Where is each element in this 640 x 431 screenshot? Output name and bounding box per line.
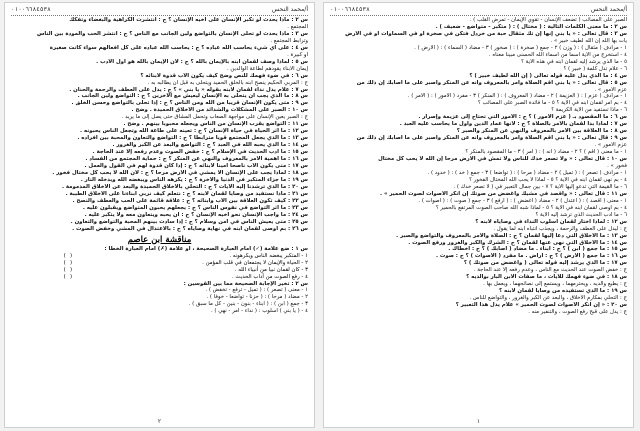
answer-blank: ( ) bbox=[63, 266, 73, 273]
text-line: ٢ - مضاد ( مرحا ) : ( حزنا - تواضعا - خوفا ) . bbox=[206, 294, 308, 301]
teacher-name: أ/محمد النحس bbox=[590, 6, 627, 13]
text-line: عزم الأمور » . bbox=[594, 86, 627, 93]
text-line: ج : ليدل على العطف والرحمة ، ويجذب انتباه ابنه لما يقول . bbox=[493, 225, 627, 232]
text-line: س ٣ : ماذا يحدث لو تحلى الإنسان بالتواضع ولين الجانب مع الناس ؟ ج : انتشر الحب والمودة بين الناس bbox=[36, 30, 308, 37]
text-line: يأت بها الله إن الله لطيف خبير » . bbox=[550, 37, 627, 44]
true-false-item bbox=[11, 267, 308, 274]
true-false-item bbox=[11, 274, 308, 281]
text-line: ج : يطيع والديه ، ويحترمهما ، ويستمع إلى نصائحهما ، ويعمل بها . bbox=[483, 281, 627, 288]
text-line: وترابط المجتمع . bbox=[270, 37, 308, 44]
phone-number: ٠١٠٠٦٦٨٤٥٣٨ bbox=[330, 6, 370, 13]
text-line: س ٢٤ : ما واجب الإنسان نحو أخيه الإنسان ؟ ج : أن يحبه ويتعاون معه ولا يتكبر عليه . bbox=[84, 211, 308, 218]
text-line: س ٥ : قال تعالى : « يا بني أقم الصلاة وأمر بالمعروف وانه عن المنكر واصبر على ما أصابك إن ذلك من bbox=[356, 79, 627, 86]
text-line: س ٨ : ما العلاقة بين الأمر بالمعروف والنهي عن المنكر والصبر ؟ bbox=[456, 128, 627, 135]
statement-text: ٤ - رفع الصوت من آداب الحديث . bbox=[232, 273, 308, 280]
text-line: س ١٩ : ما الذي تستفيده من وصايا لقمان لابنه ؟ bbox=[499, 288, 627, 295]
text-line: س ٢ : ماذا يحدث لو تكبر الإنسان على أخيه الإنسان ؟ ج : انتشرت الكراهية والبغضاء وتفكك bbox=[69, 17, 308, 23]
text-line: س ١٢ : ما أثر الحياة في حياة الإنسان ؟ ج : تعينه على طاعة الله وتجعل الناس يحبونه . bbox=[80, 128, 308, 135]
text-line: س ٦ : ما المقصود بـ ( عزم الأمور ) ؟ ج : الأمور التي تحتاج إلى عزيمة وإصرار . bbox=[418, 114, 627, 121]
text-line: س ١٥ : ما جمع ( ابن ) ؟ ج : أبناء . ما مضاد ( أصابك ) ؟ ج : أخطأك . bbox=[448, 246, 627, 253]
text-line: س ١١ : قال تعالى : « واقصد في مشيك واغضض من صوتك إن أنكر الأصوات لصوت الحمير » . bbox=[380, 190, 627, 197]
answer-blank: ( ) bbox=[63, 252, 73, 259]
text-line: الصبر على المصائب ( تضعف الإنسان - تقوي الإيمان - تمرض القلب ) . bbox=[469, 17, 627, 23]
text-line: س ٥ : لماذا وصف لقمان ابنه بالإيمان بالله ؟ ج : لأن الإيمان بالله هو أول الأدب . bbox=[96, 58, 308, 65]
text-line: س ١٤ : ما الذي يحبه الله في العبد ؟ ج : التواضع والبعد عن الكبر والغرور . bbox=[112, 142, 308, 149]
text-line: ١ - ما معنى ( أقم ) ؟ ٢ - مضاد ( انه ) : ( أمر ) ٣ - ما المقصود بالمنكر ؟ bbox=[465, 149, 627, 156]
statement-text: ٢ - الحياة والإيمان لا يجتمعان في قلب المؤمن . bbox=[202, 259, 308, 266]
text-line: س ٧ : علام يدل نداء لقمان لابنه بقوله « يا بني » ؟ ج : يدل على العطف والرحمة والحنان . bbox=[69, 86, 308, 93]
text-line: ٦ - ما أدب الحديث الذي ترشد إليه الآية ؟ bbox=[535, 211, 627, 218]
text-line: س ٢٥ : متى يعيش الناس في أمن وسلام ؟ ج : إذا سادت بينهم المحبة والتواضع والتعاون . bbox=[70, 218, 308, 225]
text-line: ٣ - جمع ( ابن ) : ( أبناء - بنون - بنين - كل ما سبق ) . bbox=[188, 301, 308, 308]
text-line: س ١٧ : متى يكون الأب ناصحا أمينا لأبنائه ؟ ج : إذا كان قدوة لهم في القول والعمل . bbox=[84, 163, 308, 170]
text-line: فخور » . bbox=[607, 163, 627, 170]
text-line: س ١٤ : ما الأخلاق التي نهى عنها لقمان ؟ ج : الشرك والكبر والغرور ورفع الصوت . bbox=[408, 239, 627, 246]
text-line: ج : الصبر يعين الإنسان على مواجهة الصعاب وتحمل المشاق حتى يصل إلى ما يريد . bbox=[121, 114, 308, 121]
page-number: ٢ bbox=[157, 418, 162, 425]
text-line: س ٤ : على أي شيء يحاسب الله عباده ؟ ج : يحاسب الله عباده على كل أفعالهم سواء كانت صغيرة bbox=[49, 44, 308, 51]
left-page bbox=[4, 2, 315, 428]
page-number: ١ bbox=[476, 418, 481, 425]
text-line: ٤ - بم أمر لقمان ابنه في الآية ؟ ٥ - ما فائدة الصبر على المصائب ؟ bbox=[477, 100, 627, 107]
text-line: عزم الأمور » . bbox=[594, 142, 627, 149]
text-line: ج : خفض الصوت عند الحديث مع الناس ، وعدم رفعه إلا عند الحاجة . bbox=[473, 267, 627, 274]
text-line: ٦ - ما القيمة التي تدعو إليها الآية ؟ ٧ - بين جمال التعبير في ( لا تصعر خدك ) . bbox=[453, 183, 627, 190]
true-false-item bbox=[11, 253, 308, 260]
page-header bbox=[11, 6, 308, 13]
text-line: س ١٨ : في ضوء فهمك للآيات ، ما صفات الابن البار بوالديه ؟ bbox=[466, 274, 627, 281]
text-line: ج : التحلي بمكارم الأخلاق ، والبعد عن الكبر والغرور ، والتواضع للناس . bbox=[469, 295, 627, 302]
text-line: ١ - معنى ( تصعر ) : ( تميل - ترفع - تخفض ) . bbox=[205, 287, 308, 294]
text-line: س ٨ : ما الذي يجب أن يتحلى به الإنسان ليعيش مع الآخرين ؟ ج : التواضع ولين الجانب . bbox=[77, 93, 308, 100]
true-false-list bbox=[11, 253, 308, 281]
text-line: س ٢ : ما معنى الكلمات التالية : ( مختال ) : ( متكبر - متواضع - ضعيف ) . bbox=[435, 23, 627, 30]
divider bbox=[330, 15, 627, 16]
page-header bbox=[330, 6, 627, 13]
text-line: س ٩ : قال تعالى : « يا بني أقم الصلاة وأمر بالمعروف وانه عن المنكر واصبر على ما أصابك إن ذلك من bbox=[356, 135, 627, 142]
answer-blank: ( ) bbox=[63, 273, 73, 280]
text-line: س ١٣ : ما الذي يجعل المجتمع قويا مترابطا ؟ ج : التواضع والتعاون والمحبة بين أفراده . bbox=[77, 135, 308, 142]
text-line: س ١١ : التواضع يقرب الإنسان من الناس ويجعله محبوبا بينهم . وضح . bbox=[123, 121, 308, 128]
section-subtitle: مناقشة ابن عاصم bbox=[127, 234, 192, 245]
text-line: س ٤ : ما الذي يدل عليه قوله تعالى ( إن الله لطيف خبير ) ؟ bbox=[469, 72, 627, 79]
text-line: س ٢ : تخير الإجابة الصحيحة مما بين القوسين : bbox=[183, 280, 308, 287]
text-line: س ٦ : في ضوء فهمك للنص وضح كيف يكون الأب قدوة لأبنائه ؟ bbox=[140, 72, 308, 79]
text-line: س ٢٠ : « إن أنكر الأصوات لصوت الحمير » علام يدل هذا التعبير ؟ bbox=[455, 302, 627, 309]
text-line: س ١٠ : قال تعالى : « ولا تصعر خدك للناس ولا تمش في الأرض مرحا إن الله لا يحب كل مختال bbox=[378, 156, 627, 163]
text-line: س ١٩ : ما جزاء المتكبر في الدنيا والآخرة ؟ ج : يكرهه الناس ويبغضه الله ويدخله النار . bbox=[80, 176, 308, 183]
text-line: ٦ - ماذا تستفيد من الآية الكريمة ؟ bbox=[551, 107, 627, 114]
right-page bbox=[323, 2, 634, 428]
text-line: س ١٠ : الصبر على المشكلات والشدائد من الأخلاق الحميدة . وضح . bbox=[131, 107, 308, 114]
divider bbox=[11, 15, 308, 16]
text-line: س ١٥ : ما أدب الحديث في الإسلام ؟ ج : خفض الصوت وعدم رفعه إلا عند الحاجة . bbox=[92, 149, 308, 156]
text-line: ١ - مرادف ( تصعر ) : ( تميل ) ٢ - مضاد ( مرحا ) : ( تواضعا ) ٣ - جمع ( خد ) : ( خدود ) . bbox=[427, 169, 627, 176]
text-line: أو كبيرة . bbox=[287, 51, 308, 58]
text-line: ٤ - بم نهى لقمان ابنه في الآية ؟ ٥ - لماذا لا يحب الله المختال الفخور ؟ bbox=[469, 176, 627, 183]
text-line: إيمان الأبناء يقودهم لطاعة الوالدين . bbox=[226, 65, 308, 72]
text-line: س ٢٢ : كيف تكون العلاقة بين الأب وأبنائه ؟ ج : علاقة قائمة على الحب والعطف والنصح . bbox=[72, 197, 308, 204]
text-line: س ٧ : لماذا بدأ لقمان بالأمر بالصلاة ؟ ج : لأنها عماد الدين وأول ما يحاسب عليه العبد . bbox=[399, 121, 627, 128]
phone-number: ٠١٠٠٦٦٨٤٥٣٨ bbox=[11, 6, 51, 13]
text-line: س ٢٠ : ما الذي ترشدنا إليه الآيات ؟ ج : التحلي بالأخلاق الحميدة والبعد عن الأخلاق المذمومة . bbox=[61, 183, 308, 190]
text-line: ج : يدل على قبح رفع الصوت ، والتنفير منه . bbox=[528, 309, 627, 316]
left-text-block bbox=[11, 17, 308, 233]
text-line: ١ - معنى ( اقصد ) : ( اعتدل ) ٢ - مضاد ( اغضض ) : ( ارفع ) ٣ - جمع ( صوت ) : ( أصوات ) . bbox=[418, 197, 627, 204]
text-line: ١ - مرادف ( عزم ) : ( العزيمة ) ٢ - مضاد ( المعروف ) : ( المنكر ) ٣ - مفرد ( الأمور ) : ( الأمر ) . bbox=[407, 93, 627, 100]
statement-text: ١ - المتكبر يبغضه الناس ويكرهونه . bbox=[229, 252, 308, 259]
text-line: ٤ - بم أوصى لقمان ابنه في الآية ؟ ٥ - لماذا شبه الله صاحب الصوت المرتفع بالحمير ؟ bbox=[435, 204, 627, 211]
text-line: س ٩ : متى يكون الإنسان قريبا من الله ومن الناس ؟ ج : إذا تحلى بالتواضع وحسن الخلق . bbox=[71, 100, 308, 107]
choice-questions bbox=[11, 281, 308, 316]
text-line: ١ - مرادف ( مثقال ) : ( وزن ) ٢ - جمع ( صخرة ) : ( صخور ) ٣ - مضاد ( السماء ) : ( الأرض ) . bbox=[414, 44, 627, 51]
question-intro: س ١ : ضع علامة (✓) أمام العبارة الصحيحة ، أو علامة (✗) أمام العبارة الخطأ : bbox=[104, 245, 308, 252]
text-line: س ٢١ : ماذا نستفيد من وصايا لقمان لابنه ؟ ج : نتعلم كيف نربي أبناءنا على الأخلاق الطيبة . bbox=[65, 190, 308, 197]
text-line: المجتمع . bbox=[287, 23, 308, 30]
text-line: س ١٢ : لماذا اختار لقمان أسلوب النداء في وصاياه لابنه ؟ bbox=[475, 218, 627, 225]
text-line: س ١٦ : ما أهمية الأمر بالمعروف والنهي عن المنكر ؟ ج : حماية المجتمع من الفساد . bbox=[85, 156, 308, 163]
text-line: ٥ - ما الذي يرشد إليه لقمان ابنه في هذه الآية ؟ bbox=[521, 58, 627, 65]
text-line: س ١٣ : ما الأخلاق التي دعا إليها لقمان ؟ ج : الصلاة والأمر بالمعروف والتواضع والصبر . bbox=[396, 232, 627, 239]
text-line: س ٣ : قال تعالى : « يا بني إنها إن تك مثقال حبة من خردل فتكن في صخرة أو في السماوات أو في الأرض bbox=[345, 30, 627, 37]
text-line: س ١٧ : ما الذي يرشد إليه قوله تعالى ( واغضض من صوتك ) ؟ bbox=[463, 260, 627, 267]
text-line: ٤ - ( يا بني ) أسلوب : ( نداء - أمر - نهي ) . bbox=[210, 308, 308, 315]
text-line: س ١٦ : ما جمع ( الأرض ) ؟ ج : أراض . ما مفرد ( الأصوات ) ؟ ج : صوت . bbox=[435, 253, 627, 260]
teacher-name: أ/محمد النحس bbox=[271, 6, 308, 13]
text-line: س ١٨ : لماذا يجب على الإنسان ألا يمشي في الأرض مرحا ؟ ج : لأن الله لا يحب كل مختال فخور . bbox=[52, 169, 308, 176]
text-line: ٦ - علام تدل كلمة ( خبير ) ؟ bbox=[563, 65, 627, 72]
text-line: س ٢٦ : بم أوصى لقمان ابنه في نهاية وصاياه ؟ ج : بالاعتدال في المشي وخفض الصوت . bbox=[72, 225, 308, 232]
text-line: ٤ - استخرج من الآية اسما من أسماء الله الحسنى مبينا معناه . bbox=[488, 51, 627, 58]
true-false-item bbox=[11, 260, 308, 267]
answer-blank: ( ) bbox=[63, 259, 73, 266]
right-text-block bbox=[330, 17, 627, 316]
text-line: ج : المربي الحكيم ينصح ابنه بالخلق الحميد ويتحلى به قبل أن يطالبه به . bbox=[147, 79, 308, 86]
text-line: س ٢٣ : ما أثر التواضع في نفوس الناس ؟ ج : يجعلهم يحبون المتواضع ويقبلون عليه . bbox=[82, 204, 308, 211]
statement-text: ٣ - كان لقمان نبيا من أنبياء الله . bbox=[234, 266, 308, 273]
